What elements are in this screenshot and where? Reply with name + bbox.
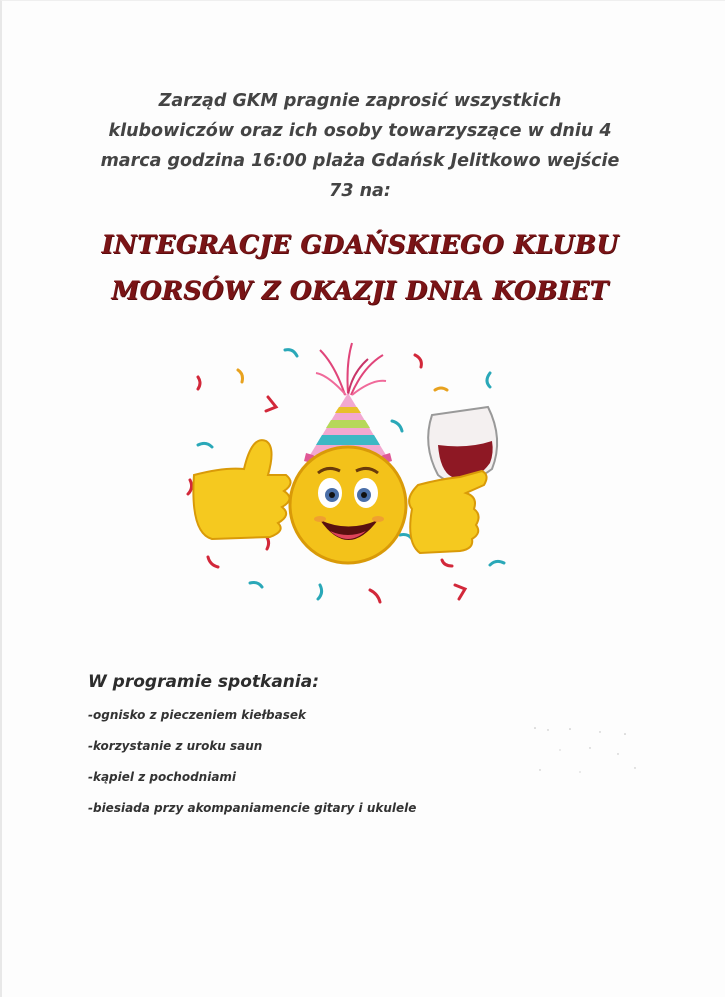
scan-noise (530, 720, 650, 780)
program-item: -kąpiel z pochodniami (88, 770, 237, 784)
headline-line: INTEGRACJE GDAŃSKIEGO KLUBU (101, 230, 619, 259)
event-headline (40, 222, 680, 314)
program-item: -korzystanie z uroku saun (88, 739, 263, 753)
program-item: -biesiada przy akompaniamencie gitary i ukulele (88, 801, 417, 815)
program-title: W programie spotkania: (88, 672, 319, 692)
intro-line: Zarząd GKM pragnie zaprosić wszystkich (158, 91, 562, 111)
party-emoji-thumbs-up-wine-icon (180, 335, 525, 610)
feather-plume-icon (316, 343, 386, 395)
program-item: -ognisko z pieczeniem kiełbasek (88, 708, 306, 722)
headline-line: MORSÓW Z OKAZJI DNIA KOBIET (111, 276, 609, 305)
thumbs-up-left-icon (193, 440, 290, 539)
invitation-intro (60, 86, 660, 206)
intro-line: 73 na: (329, 181, 391, 201)
intro-line: klubowiczów oraz ich osoby towarzyszące w dniu 4 (108, 121, 612, 141)
smiley-face-icon (290, 447, 406, 563)
thumbs-up-right-icon (409, 471, 486, 553)
intro-line: marca godzina 16:00 plaża Gdańsk Jelitkowo wejście (100, 151, 620, 171)
